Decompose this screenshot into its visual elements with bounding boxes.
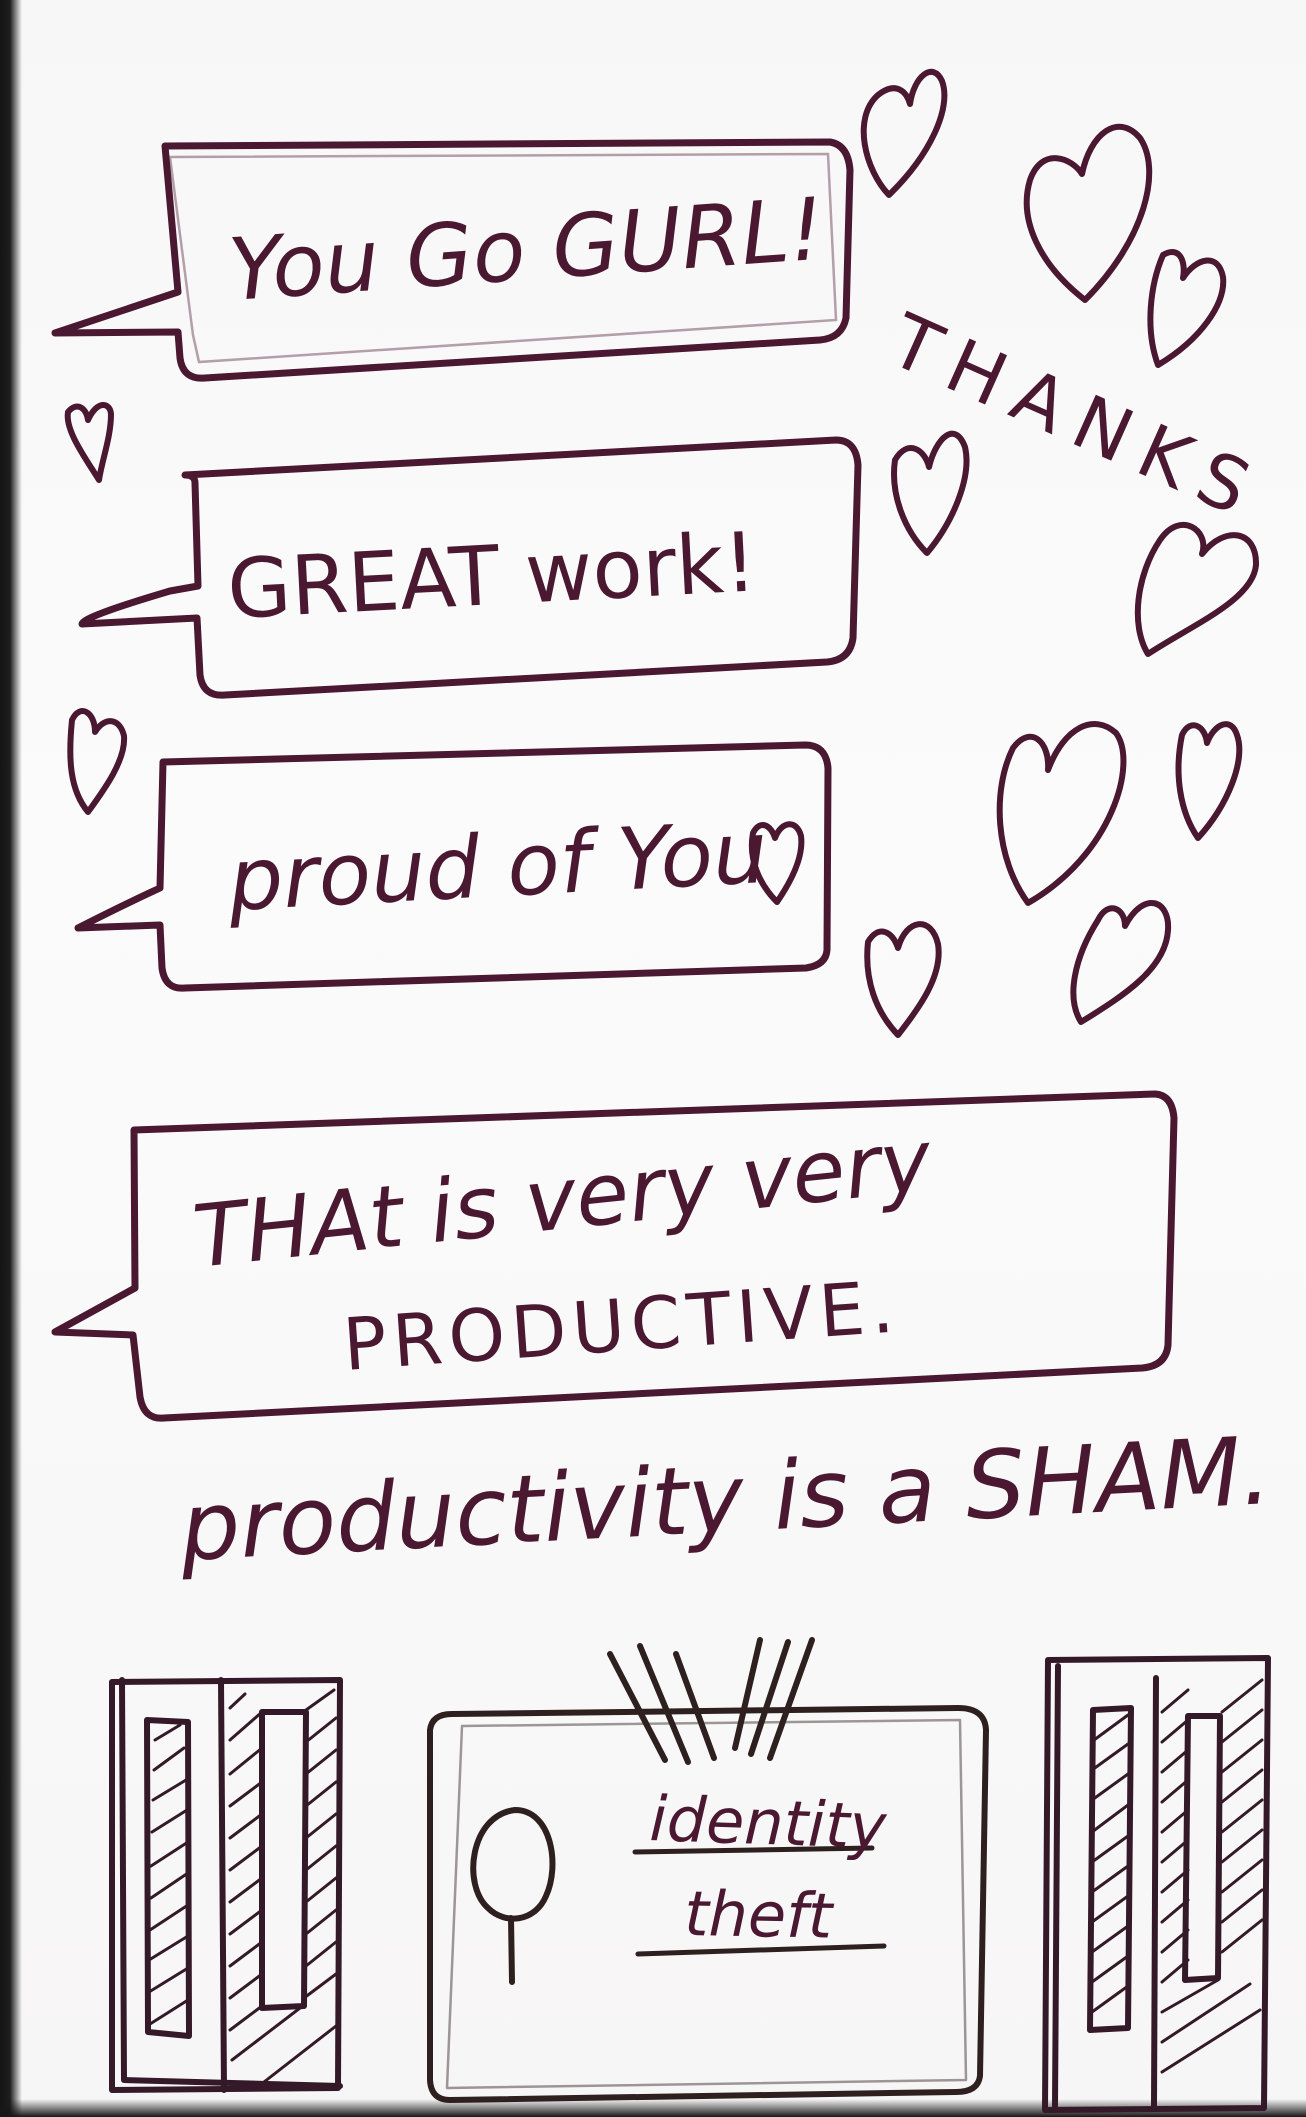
bubble-3-text: proud of You (225, 802, 770, 931)
bubble-1-text: You Go GURL! (225, 179, 827, 321)
heart-icon (867, 924, 938, 1035)
heart-icon (1150, 252, 1223, 365)
thanks-word (877, 297, 1277, 538)
statement-text: productivity is a SHAM. (177, 1416, 1274, 1583)
heart-icon (894, 434, 966, 553)
tv-knob (473, 1810, 552, 1919)
bubble-4-line-2: PRODUCTIVE. (340, 1264, 903, 1387)
heart-icon (70, 711, 124, 812)
heart-icon (1073, 903, 1168, 1022)
right-building (1045, 1658, 1268, 2110)
left-building (112, 1680, 340, 2090)
heart-icon (1027, 127, 1149, 300)
heart-icon (68, 405, 111, 480)
tv-set (430, 1640, 986, 2100)
speech-bubble-1 (55, 142, 850, 378)
bubble-2-text: GREAT work! (225, 515, 759, 638)
tv-line-1: identity (648, 1782, 888, 1864)
speech-bubble-2 (82, 440, 858, 695)
thanks-text: THANKS (877, 297, 1277, 539)
heart-icon (1138, 525, 1256, 654)
tv-line-2: theft (683, 1877, 833, 1953)
heart-icon (1179, 724, 1240, 838)
speech-bubble-3 (78, 745, 828, 988)
bubble-4-line-1: THAt is very very (188, 1111, 936, 1288)
heart-icon (864, 72, 945, 195)
speech-bubble-4 (55, 1094, 1174, 1418)
heart-icon (1000, 724, 1124, 903)
